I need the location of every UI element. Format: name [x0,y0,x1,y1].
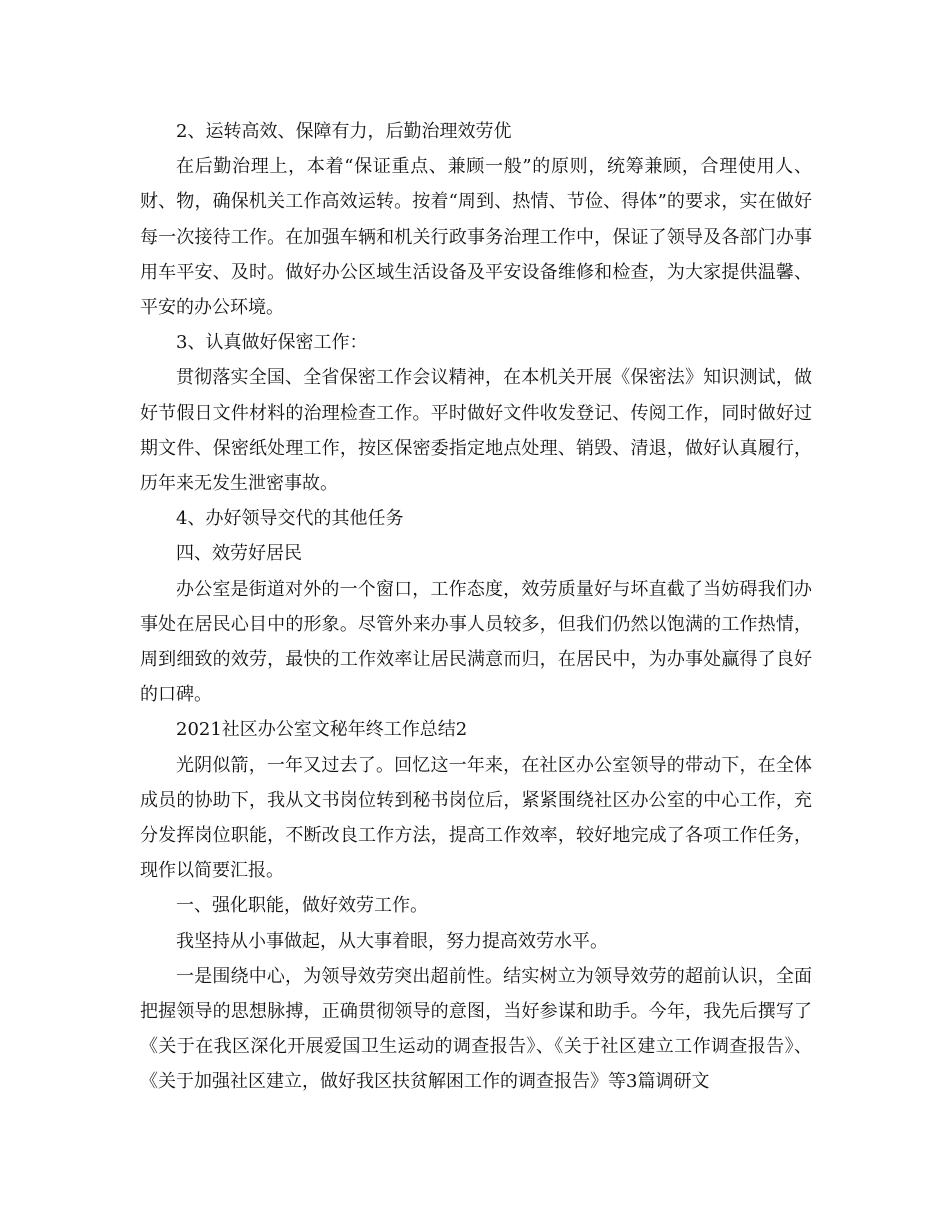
heading-logistics: 2、运转高效、保障有力，后勤治理效劳优 [176,121,512,142]
heading-strengthen-functions: 一、强化职能，做好效劳工作。 [176,895,428,917]
heading-other-tasks: 4、办好领导交代的其他任务 [176,508,404,530]
document-subtitle: 2021社区办公室文秘年终工作总结2 [176,719,468,741]
paragraph-logistics: 在后勤治理上，本着“保证重点、兼顾一般”的原则，统筹兼顾，合理使用人、财、物，确保机关工作高效运转。按着“周到、热情、节俭、得体”的要求，实在做好每一次接待工作。在加强车辆和机关行政事务治理工作中，保证了领导及各部门办事用车平安、及时。做好办公区域生活设备及平安设备维修和检查，为大家提供温馨、平安的办公环境。 [140,156,812,319]
paragraph-serve-leaders: 一是围绕中心，为领导效劳突出超前性。结实树立为领导效劳的超前认识，全面把握领导的思想脉搏，正确贯彻领导的意图，当好参谋和助手。今年，我先后撰写了《关于在我区深化开展爱国卫生运动的调查报告》、《关于社区建立工作调查报告》、《关于加强社区建立，做好我区扶贫解困工作的调查报告》等3篇调研文 [140,965,812,1093]
heading-serve-residents: 四、效劳好居民 [176,543,302,565]
paragraph-serve-residents: 办公室是街道对外的一个窗口，工作态度，效劳质量好与坏直截了当妨碍我们办事处在居民心目中的形象。尽管外来办事人员较多，但我们仍然以饱满的工作热情，周到细致的效劳，最快的工作效率让居民满意而归，在居民中，为办事处赢得了良好的口碑。 [140,578,812,706]
paragraph-confidentiality: 贯彻落实全国、全省保密工作会议精神，在本机关开展《保密法》知识测试，做好节假日文件材料的治理检查工作。平时做好文件收发登记、传阅工作，同时做好过期文件、保密纸处理工作，按区保密委指定地点处理、销毁、清退，做好认真履行，历年来无发生泄密事故。 [140,367,812,495]
document-body [140,114,812,1100]
heading-confidentiality: 3、认真做好保密工作： [176,332,368,354]
paragraph-small-things: 我坚持从小事做起，从大事着眼，努力提高效劳水平。 [176,930,608,952]
paragraph-intro: 光阴似箭，一年又过去了。回忆这一年来，在社区办公室领导的带动下，在全体成员的协助下，我从文书岗位转到秘书岗位后，紧紧围绕社区办公室的中心工作，充分发挥岗位职能，不断改良工作方法，提高工作效率，较好地完成了各项工作任务，现作以简要汇报。 [140,754,812,882]
